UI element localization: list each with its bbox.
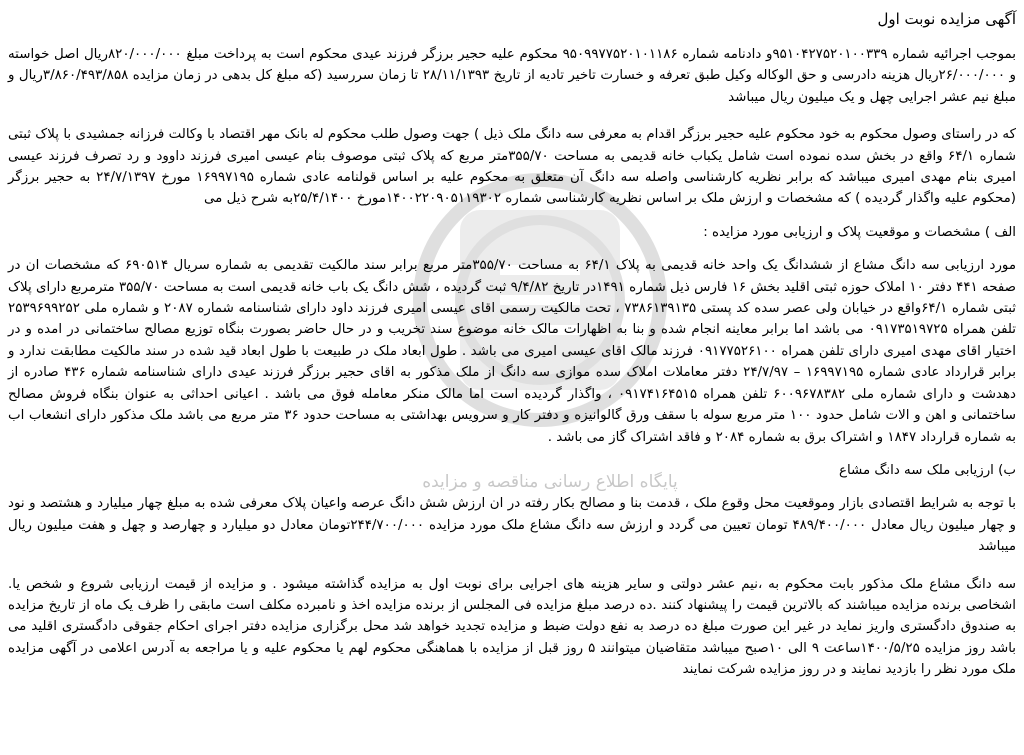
closing-paragraph: سه دانگ مشاع ملک مذکور بابت محکوم به ،نیم عشر دولتی و سایر هزینه های اجرایی برای نوبت اول به مزایده گذاشته میشود . و مزایده از قیمت ارزیابی شروع و شخص یا. اشخاصی برنده مزایده میباشند که بالاترین قیمت را پیشنهاد کنند .ده درصد مبلغ مزایده فی المجلس از برنده مزایده اخذ و نامبرده مکلف است مابقی را ظرف یک ماه از تاریخ مزایده به صندوق دادگستری واریز نماید در غیر این صورت مبلغ ده درصد به نفع دولت ضبط و مزایده تجدید خواهد شد محل برگزاری مزایده دفتر اجرای احکام جقوقی دادگستری اقلید می باشد روز مزایده ۱۴۰۰/۵/۲۵ساعت ۹ الی ۱۰صبح میباشد متقاضیان میتوانند ۵ روز قبل از مزایده با هماهنگی محکوم لهم یا محکوم علیه و یا مراجعه به آدرس اعلامی در آگهی مزایده ملک مورد نظر را بازدید نمایند و در روز مزایده شرکت نمایند <box>8 576 1017 678</box>
property-paragraph: که در راستای وصول محکوم به خود محکوم علیه حجیر برزگر اقدام به معرفی سه دانگ ملک ذیل ) جهت وصول طلب محکوم له بانک مهر اقتصاد با وکالت فرزانه جمشیدی با پلاک ثبتی شماره ۶۴/۱ واقع در بخش سده نموده است شامل یکباب خانه قدیمی به مساحت ۳۵۵/۷۰متر مربع که پلاک ثبتی موصوف بنام عیسی امیری فرزند داوود و رد تصرف فرزند عیسی امیری بنام مهدی امیری میباشد که برابر نظریه کارشناسی واصله سه دانگ آن متعلق به محکوم علیه بر اساس قولنامه عادی شماره ۱۶۹۹۷۱۹۵ مورخ ۲۴/۷/۱۳۹۷ به حجیر برزگر (محکوم علیه واگذار گردیده ) که مشخصات و ارزش ملک بر اساس نظریه کارشناسی شماره ۱۴۰۰۲۲۰۹۰۵۱۱۹۳۰۲مورخ ۲۵/۴/۱۴۰۰به شرح ذیل می <box>8 127 1017 207</box>
section-a-body: مورد ارزیابی سه دانگ مشاع از ششدانگ یک واحد خانه قدیمی به پلاک ۶۴/۱ به مساحت ۳۵۵/۷۰متر مربع برابر سند مالکیت تقدیمی به شماره سریال ۶۹۰۵۱۴ که مشخصات ان در صفحه ۴۴۱ دفتر ۱۰ املاک حوزه ثبتی اقلید بخش ۱۶ فارس ذیل شماره ۱۴۹۱در تاریخ ۹/۴/۸۲ ثبت گردیده ، شش دانگ یک باب خانه قدیمی است به مساحت ۳۵۵/۷۰ مترمربع دارای پلاک ثبتی شماره ۶۴/۱واقع در خیابان ولی عصر سده کد پستی ۷۳۸۶۱۳۹۱۳۵ ، تحت مالکیت رسمی اقای عیسی امیری فرزند داود دارای شناسنامه شماره ۲۰۸۷ و شماره ملی ۲۵۳۹۶۹۹۲۵۲ تلفن همراه ۰۹۱۷۳۵۱۹۷۲۵ می باشد اما برابر معاینه انجام شده و بنا به اظهارات مالک خانه موضوع سند تخریب و در حال حاضر بصورت بنگاه توزیع مصالح ساختمانی در امده و در اختیار اقای مهدی امیری دارای تلفن همراه ۰۹۱۷۷۵۲۶۱۰۰ فرزند مالک اقای عیسی امیری می باشد . طول ابعاد ملک در طبیعت با طول ابعاد قید شده در سند مالکیت مطابقت ندارد و برابر قرارداد عادی شماره ۱۶۹۹۷۱۹۵ – ۲۴/۷/۹۷ دفتر معاملات املاک سده موازی سه دانگ از ملک مذکور به اقای حجیر برزگر فرزند عیدی دارای شناسنامه شماره ۴۳۶ صادره از دهدشت و دارای شماره ملی ۶۰۰۹۶۷۸۳۸۲ تلفن همراه ۰۹۱۷۴۱۶۴۵۱۵ ، واگذار گردیده است اما مالک منکر معامله فوق می باشد . اعیانی احداثی به عنوان بنگاه فروش مصالح ساختمانی و اهن و الات شامل حدود ۱۰۰ متر مربع سوله با سقف ورق گالوانیزه و دفتر کار و سرویس بهداشتی به مساحت حدود ۳۶ متر مربع می باشد ملک مذکور دارای انشعاب اب به شماره قرارداد ۱۸۴۷ و اشتراک برق به شماره ۲۰۸۴ و فاقد اشتراک گاز می باشد . <box>8 258 1017 445</box>
section-b-body: با توجه به شرایط اقتصادی بازار وموقعیت محل وقوع ملک ، قدمت بنا و مصالح بکار رفته در ان ارزش شش دانگ عرصه واعیان پلاک معرفی شده به مبلغ چهار میلیارد و هشتصد و نود و چهار میلیون ریال معادل ۴۸۹/۴۰۰/۰۰۰ تومان تعیین می گردد و ارزش سه دانگ مشاع ملک مورد مزایده ۲۴۴/۷۰۰/۰۰۰تومان معادل دو میلیارد و چهارصد و چهل و هفت میلیون ریال میباشد <box>8 496 1016 555</box>
watermark-caption: پایگاه اطلاع رسانی مناقصه و مزایده <box>422 472 678 492</box>
page-title: آگهی مزایده نوبت اول <box>877 10 1016 28</box>
section-b-heading: ب) ارزیابی ملک سه دانگ مشاع <box>838 462 1016 478</box>
section-a-heading: الف ) مشخصات و موقعیت پلاک و ارزیابی مورد مزایده : <box>703 224 1016 240</box>
intro-paragraph: بموجب اجرائیه شماره ۹۵۱۰۴۲۷۵۲۰۱۰۰۳۳۹و دادنامه شماره ۹۵۰۹۹۷۷۵۲۰۱۰۱۱۸۶ محکوم علیه حجیر برزگر فرزند عیدی محکوم است به پرداخت مبلغ ۸۲۰/۰۰۰/۰۰۰ریال اصل خواسته و ۲۶/۰۰۰/۰۰۰ریال هزینه دادرسی و حق الوکاله وکیل طبق تعرفه و خسارت تاخیر تادیه از تاریخ ۲۸/۱۱/۱۳۹۳ تا زمان سررسید (که مبلغ کل بدهی در زمان مزایده ۳/۸۶۰/۴۹۳/۸۵۸ریال و مبلغ نیم عشر اجرایی چهل و یک میلیون ریال میباشد <box>8 47 1016 105</box>
